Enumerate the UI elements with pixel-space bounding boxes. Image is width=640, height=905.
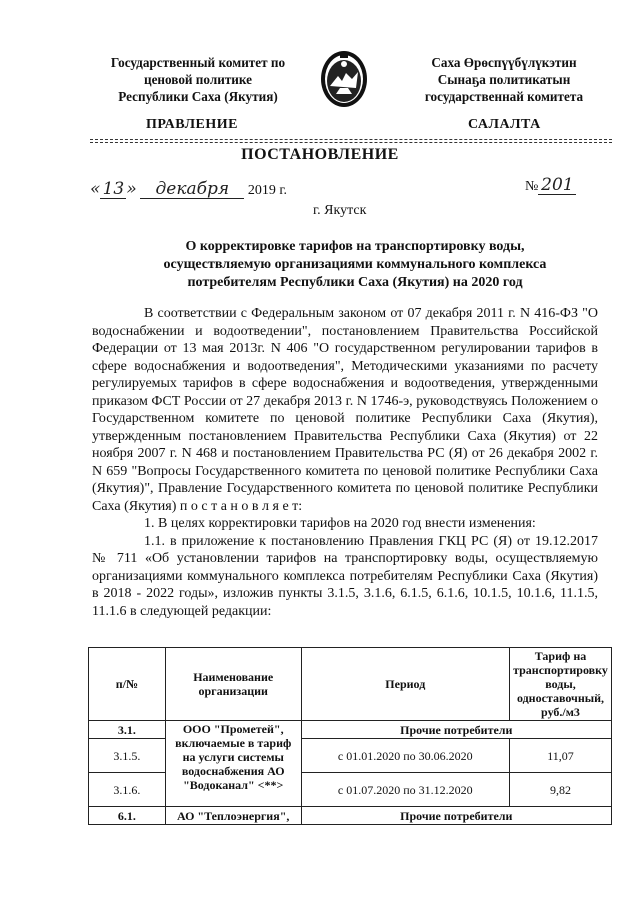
row-num: 3.1. (89, 721, 166, 739)
city: г. Якутск (313, 203, 367, 218)
row-tariff: 11,07 (509, 739, 611, 773)
coat-of-arms-emblem-icon (316, 48, 372, 110)
consumer-section: Прочие потребители (301, 807, 611, 825)
row-tariff: 9,82 (509, 773, 611, 807)
tariff-table (88, 647, 612, 825)
organization-name: ООО "Прометей", включаемые в тариф на услуги системы водоснабжения АО "Водоканал" <**> (165, 721, 301, 807)
number-value: 201 (538, 177, 576, 195)
table-row (89, 721, 612, 739)
header-num: п/№ (89, 648, 166, 721)
decree-subject (110, 238, 600, 292)
header-line: ценовой политике (143, 72, 253, 87)
decree-date (90, 179, 287, 199)
date-year: 2019 г. (247, 183, 287, 198)
table-header-row (89, 648, 612, 721)
consumer-section: Прочие потребители (301, 721, 611, 739)
row-num: 3.1.6. (89, 773, 166, 807)
preamble-paragraph: В соответствии с Федеральным законом от 07 декабря 2011 г. N 416-ФЗ "О водоснабжении и водоотведении", постановлением Правительства Российской Федерации от 13 мая 2013г. N 406 "О государственном регулировании тарифов в сфере водоснабжения и водоотведения", Методическими указаниями по расчету регулируемых тарифов в сфере водоснабжения и водоотведения, утвержденными приказом ФСТ России от 27 декабря 2013 г. N 1746-э, руководствуясь Положением о Государственном комитете по ценовой политике Республики Саха (Якутия), утвержденным постановлением Правительства Республики Саха (Якутия) от 22 ноября 2007 г. N 468 и постановлением Правительства РС (Я) от 26 декабря 2002 г. N 659 "Вопросы Государственного комитета по ценовой политике Республики Саха (Якутия)", Правление Государственного комитета по ценовой политике Республики Саха (Якутия) п о с т а н о в л я е т: (92, 306, 598, 514)
date-quote-close: » (126, 179, 137, 199)
row-num: 3.1.5. (89, 739, 166, 773)
subject-line: потребителям Республики Саха (Якутия) на 2020 год (187, 275, 523, 290)
clause-1: 1. В целях корректировки тарифов на 2020 год внести изменения: (144, 516, 536, 531)
table-row (89, 807, 612, 825)
header-tariff: Тариф на транспортировку воды, одноставочный, руб./м3 (509, 648, 611, 721)
header-period: Период (301, 648, 509, 721)
row-num: 6.1. (89, 807, 166, 825)
date-quote-open: « (90, 179, 101, 199)
header-line: Саха Өрөспүүбүлүкэтин (431, 55, 577, 70)
header-divider (90, 142, 612, 143)
number-sign: № (525, 179, 539, 194)
clause-1-1: 1.1. в приложение к постановлению Правления ГКЦ РС (Я) от 19.12.2017 № 711 «Об установлении тарифов на транспортировку воды, осуществляемую организациями коммунального комплекса потребителям Республики Саха (Якутия) в 2018 - 2022 годы», изложив пункты 3.1.5, 3.1.6, 6.1.5, 6.1.6, 10.1.5, 10.1.6, 11.1.5, 11.1.6 в следующей редакции: (92, 533, 598, 619)
subject-line: О корректировке тарифов на транспортировку воды, (185, 239, 525, 254)
document-title: ПОСТАНОВЛЕНИЕ (241, 146, 399, 163)
board-label-russian: ПРАВЛЕНИЕ (146, 117, 238, 132)
header-line: Сынаҕа политикатын (437, 72, 571, 87)
subject-line: осуществляемую организациями коммунального комплекса (163, 257, 547, 272)
organization-name: АО "Теплоэнергия", (165, 807, 301, 825)
board-label-yakut: САЛАЛТА (468, 117, 541, 132)
decree-number (525, 177, 576, 195)
header-divider (90, 139, 612, 140)
header-line: государственнай комитета (424, 89, 584, 104)
decree-body (92, 305, 598, 620)
header-line: Республики Саха (Якутия) (118, 89, 278, 104)
row-period: с 01.07.2020 по 31.12.2020 (301, 773, 509, 807)
committee-name-yakut (398, 54, 610, 105)
header-line: Государственный комитет по (110, 55, 286, 70)
date-day: 13 (100, 181, 126, 199)
header-organization: Наименование организации (165, 648, 301, 721)
row-period: с 01.01.2020 по 30.06.2020 (301, 739, 509, 773)
committee-name-russian (92, 54, 304, 105)
date-month: декабря (140, 181, 244, 199)
